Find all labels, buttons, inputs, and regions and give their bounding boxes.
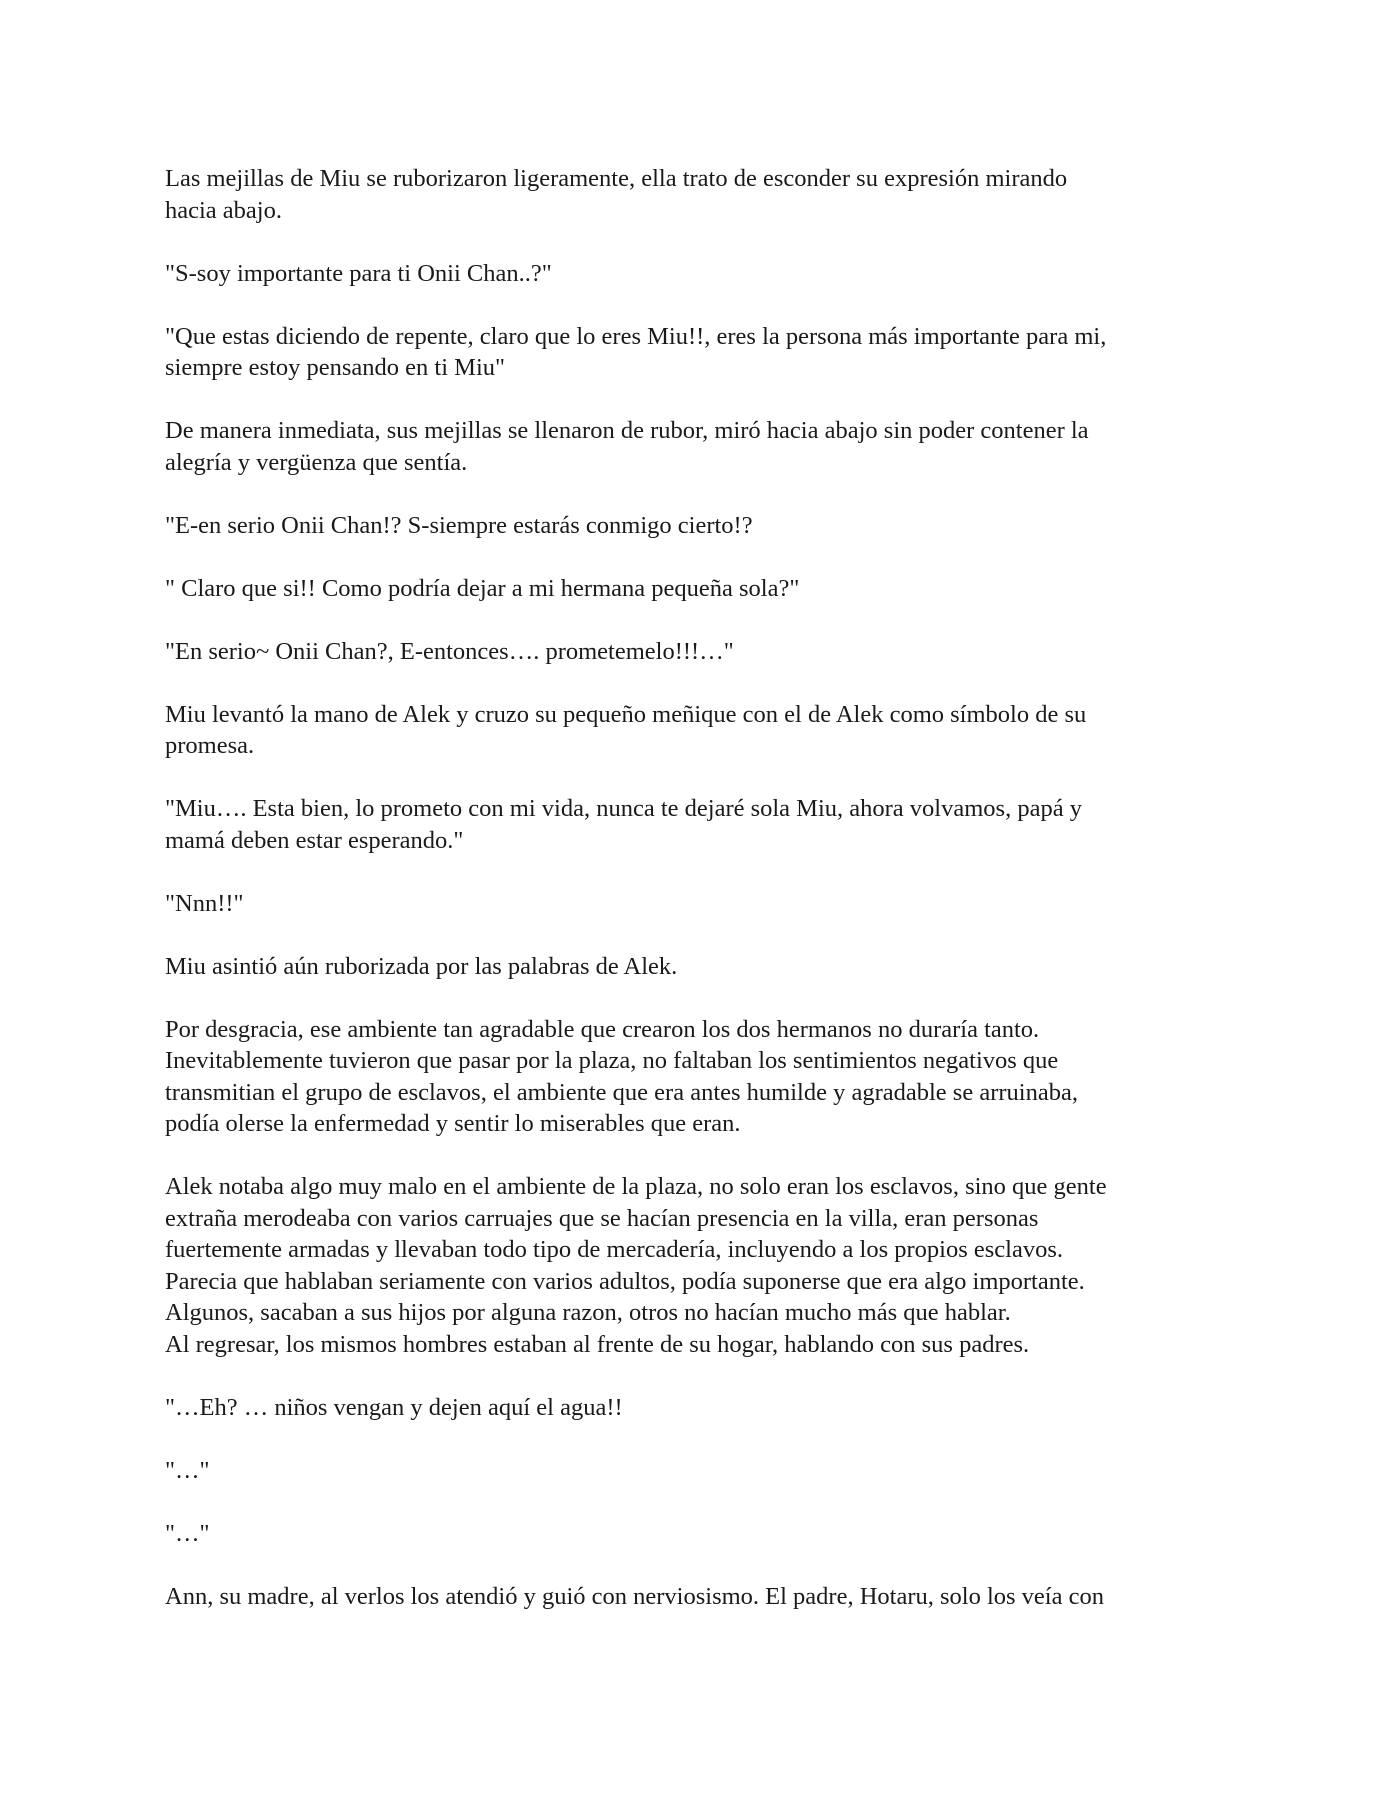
text-line: "…" bbox=[165, 1456, 210, 1484]
text-line: "…" bbox=[165, 1519, 210, 1547]
text-line: "Nnn!!" bbox=[165, 889, 244, 917]
text-line: Miu levantó la mano de Alek y cruzo su pequeño meñique con el de Alek como símbolo de su bbox=[165, 700, 1087, 728]
document-body bbox=[165, 163, 1245, 1644]
paragraph bbox=[165, 699, 1245, 762]
paragraph bbox=[165, 163, 1245, 226]
text-line: promesa. bbox=[165, 732, 255, 759]
text-line: Las mejillas de Miu se ruborizaron ligeramente, ella trato de esconder su expresión mirando bbox=[165, 165, 1068, 192]
text-line: " Claro que si!! Como podría dejar a mi hermana pequeña sola?" bbox=[165, 574, 800, 602]
text-line: "E-en serio Onii Chan!? S-siempre estarás conmigo cierto!? bbox=[165, 511, 753, 539]
text-line: Parecia que hablaban seriamente con varios adultos, podía suponerse que era algo importante. bbox=[165, 1267, 1085, 1295]
text-line: "S-soy importante para ti Onii Chan..?" bbox=[165, 259, 552, 287]
paragraph bbox=[165, 1455, 1245, 1487]
paragraph bbox=[165, 1014, 1245, 1140]
paragraph bbox=[165, 888, 1245, 920]
text-line: transmitian el grupo de esclavos, el ambiente que era antes humilde y agradable se arruinaba, bbox=[165, 1078, 1078, 1106]
text-line: extraña merodeaba con varios carruajes que se hacían presencia en la villa, eran personas bbox=[165, 1204, 1039, 1232]
paragraph bbox=[165, 415, 1245, 478]
paragraph bbox=[165, 793, 1245, 856]
text-line: podía olerse la enfermedad y sentir lo miserables que eran. bbox=[165, 1110, 741, 1137]
text-line: hacia abajo. bbox=[165, 196, 282, 224]
text-line: Alek notaba algo muy malo en el ambiente de la plaza, no solo eran los esclavos, sino que gente bbox=[165, 1173, 1107, 1200]
text-line: "Miu…. Esta bien, lo prometo con mi vida, nunca te dejaré sola Miu, ahora volvamos, papá y bbox=[165, 795, 1082, 822]
text-line: siempre estoy pensando en ti Miu" bbox=[165, 354, 506, 381]
text-line: alegría y vergüenza que sentía. bbox=[165, 448, 468, 476]
text-line: Miu asintió aún ruborizada por las palabras de Alek. bbox=[165, 952, 678, 980]
text-line: De manera inmediata, sus mejillas se llenaron de rubor, miró hacia abajo sin poder contener la bbox=[165, 417, 1089, 444]
text-line: Al regresar, los mismos hombres estaban al frente de su hogar, hablando con sus padres. bbox=[165, 1330, 1030, 1358]
paragraph bbox=[165, 510, 1245, 542]
paragraph bbox=[165, 321, 1245, 384]
paragraph bbox=[165, 636, 1245, 668]
text-line: fuertemente armadas y llevaban todo tipo de mercadería, incluyendo a los propios esclavos. bbox=[165, 1236, 1064, 1263]
text-line: "En serio~ Onii Chan?, E-entonces…. prometemelo!!!…" bbox=[165, 637, 734, 665]
paragraph bbox=[165, 951, 1245, 983]
text-line: Inevitablemente tuvieron que pasar por la plaza, no faltaban los sentimientos negativos que bbox=[165, 1047, 1059, 1074]
text-line: Por desgracia, ese ambiente tan agradable que crearon los dos hermanos no duraría tanto. bbox=[165, 1015, 1040, 1043]
text-line: Algunos, sacaban a sus hijos por alguna razon, otros no hacían mucho más que hablar. bbox=[165, 1299, 1011, 1326]
paragraph bbox=[165, 1171, 1245, 1360]
paragraph bbox=[165, 1518, 1245, 1550]
paragraph bbox=[165, 573, 1245, 605]
text-line: "…Eh? … niños vengan y dejen aquí el agua!! bbox=[165, 1393, 623, 1421]
paragraph bbox=[165, 1581, 1245, 1613]
text-line: "Que estas diciendo de repente, claro que lo eres Miu!!, eres la persona más importante para mi, bbox=[165, 322, 1107, 350]
paragraph bbox=[165, 258, 1245, 290]
text-line: Ann, su madre, al verlos los atendió y guió con nerviosismo. El padre, Hotaru, solo los veía con bbox=[165, 1582, 1104, 1610]
paragraph bbox=[165, 1392, 1245, 1424]
text-line: mamá deben estar esperando." bbox=[165, 826, 464, 854]
